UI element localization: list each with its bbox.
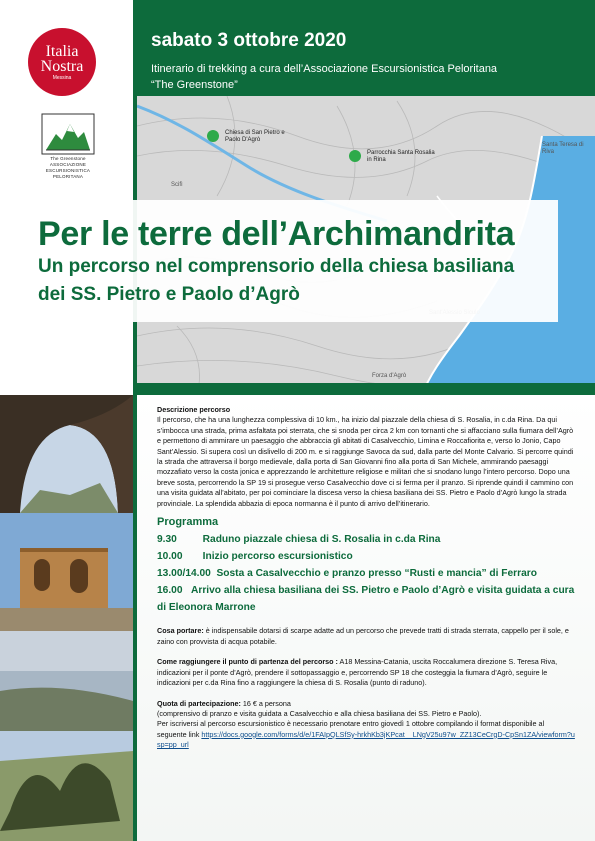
plants-photo xyxy=(0,731,133,841)
header-band xyxy=(137,0,595,96)
map-label-rosalia: Parrocchia Santa Rosalia in Rina xyxy=(367,150,435,163)
program-text: Sosta a Casalvecchio e pranzo presso “Rusti e mancia” di Ferraro xyxy=(216,568,537,580)
bring-heading: Cosa portare: xyxy=(157,626,204,636)
logo-line3: PELORITANA xyxy=(52,174,84,179)
fee-detail: (comprensivo di pranzo e visita guidata a Casalvecchio e alla chiesa basiliana dei SS. Pietro e Paolo). xyxy=(157,708,482,718)
photo-column xyxy=(0,395,133,841)
logo-column xyxy=(0,0,133,395)
title-banner xyxy=(0,200,558,322)
page-title: Per le terre dell’Archimandrita xyxy=(38,215,515,253)
cave-photo xyxy=(0,395,133,513)
fee-heading: Quota di partecipazione: xyxy=(157,698,241,708)
marker-icon-2 xyxy=(349,150,361,162)
description-heading: Descrizione percorso xyxy=(157,405,231,414)
description-text: Il percorso, che ha una lunghezza complessiva di 10 km., ha inizio dal piazzale della chiesa di S. Rosalia, in c.da Rina. Da qui s’imbocca una strada, prima asfaltata poi sterrata, che si snoda per circa 2 km con tornanti che si affacciano sulla fiumara dell’Agrò e permettono di ammirare un paesaggio che abbraccia gli abitati di Casalvecchio, Limina e Roccafiorita e, verso lo Jonio, Capo Sant’Alessio. Si supera così un dislivello di 200 m. e si raggiunge Savoca da sud, dalla parte del Monte Calvario. Si percorre quindi la strada che attraversa il borgo medievale, dalla porta di San Giovanni fino alla porta di San Michele, ammirando paesaggi mozzafiato verso la costa jonica e apprezzando le architetture religiose e militari che si snodano lungo l’intero percorso. Dopo una breve sosta, percorrendo la SP 19 si prosegue verso Casalvecchio dove ci si ferma per il pranzo. Si riprende quindi il cammino con una visita guidata all’abitato, per poi cominciare la discesa verso la chiesa basiliana dei SS. Pietro e Paolo d’Agrò lungo la strada provinciale. La splendida abbazia di epoca normanna è il punto di arrivo dell’itinerario. xyxy=(157,415,574,508)
logo-text-line3: Messina xyxy=(52,74,72,81)
description-section xyxy=(157,405,575,509)
program-item xyxy=(157,565,575,582)
program-text: Inizio percorso escursionistico xyxy=(202,551,353,563)
event-date: sabato 3 ottobre 2020 xyxy=(151,30,347,51)
logo-name: The Greenstone xyxy=(50,156,86,161)
page-subtitle-2: dei SS. Pietro e Paolo d’Agrò xyxy=(38,284,300,305)
directions-text: A18 Messina-Catania, uscita Roccalumera direzione S. Teresa Riva, indicazioni per il ponte d’Agrò, prendere il sottopassaggio e, percorrendo SP 18 che costeggia la fiumara d’Agrò, seguire le indicazioni per c.da Rina fino a raggiungere la chiesa di S. Rosalia (punto di raduno). xyxy=(157,657,558,688)
page-subtitle-1: Un percorso nel comprensorio della chiesa basiliana xyxy=(38,256,515,277)
logo-line1: ASSOCIAZIONE xyxy=(49,162,87,167)
directions-section xyxy=(157,657,575,688)
program-heading: Programma xyxy=(157,516,219,529)
sea-view-photo xyxy=(0,631,133,731)
main-content xyxy=(137,395,595,841)
italia-nostra-logo xyxy=(28,28,96,96)
mountain-icon xyxy=(40,112,96,156)
castle-photo xyxy=(0,513,133,631)
program-text: Arrivo alla chiesa basiliana dei SS. Pietro e Paolo d’Agrò e visita guidata a cura di Eleonora Marrone xyxy=(157,585,575,614)
directions-heading: Come raggiungere il punto di partenza del percorso : xyxy=(157,657,338,667)
program-time: 16.00 xyxy=(157,585,183,597)
program-time: 13.00/14.00 xyxy=(157,568,211,580)
marker-icon-1 xyxy=(207,130,219,142)
fee-amount: 16 € a persona xyxy=(242,698,291,708)
fee-section xyxy=(157,699,575,751)
map-label-forza: Forza d'Agrò xyxy=(372,373,407,379)
map-label-santa-teresa: Santa Teresa di Riva xyxy=(542,142,584,155)
program-text: Raduno piazzale chiesa di S. Rosalia in c.da Rina xyxy=(202,534,441,546)
program-item xyxy=(157,582,575,616)
map-label-scifi: Scifì xyxy=(171,182,183,188)
organizer-text xyxy=(151,61,497,93)
bring-text: è indispensabile dotarsi di scarpe adatte ad un percorso che prevede tratti di strada sterrata, cappello per il sole, e zaino con provvista di acqua potabile. xyxy=(157,626,569,646)
organizer-line2: “The Greenstone” xyxy=(151,79,238,91)
registration-link[interactable]: https://docs.google.com/forms/d/e/1FAIpQLSfSy-hrkhKb3jKPcat__LNgV25u97w_ZZ13CeCrgD-CpSn1ZA/viewform?usp=pp_url xyxy=(157,729,575,750)
registration-text: Per iscriversi al percorso escursionistico è necessario prenotare entro giovedì 1 ottobre compilando il format disponibile al seguente link xyxy=(157,719,545,739)
program-item xyxy=(157,531,575,548)
organizer-line1: Itinerario di trekking a cura dell’Associazione Escursionistica Peloritana xyxy=(151,63,498,75)
logo-line2: ESCURSIONISTICA xyxy=(45,168,91,173)
green-bar xyxy=(137,383,595,395)
program-item xyxy=(157,548,575,565)
greenstone-logo xyxy=(36,112,100,180)
logo-text-line1: Italia xyxy=(45,42,79,60)
what-to-bring-section xyxy=(157,626,575,647)
map-label-chiesa: Chiesa di San Pietro e Paolo D'Agrò xyxy=(225,130,285,143)
program-time: 9.30 xyxy=(157,534,177,546)
program-list xyxy=(157,531,575,616)
logo-text-line2: Nostra xyxy=(40,57,84,75)
program-time: 10.00 xyxy=(157,551,183,563)
